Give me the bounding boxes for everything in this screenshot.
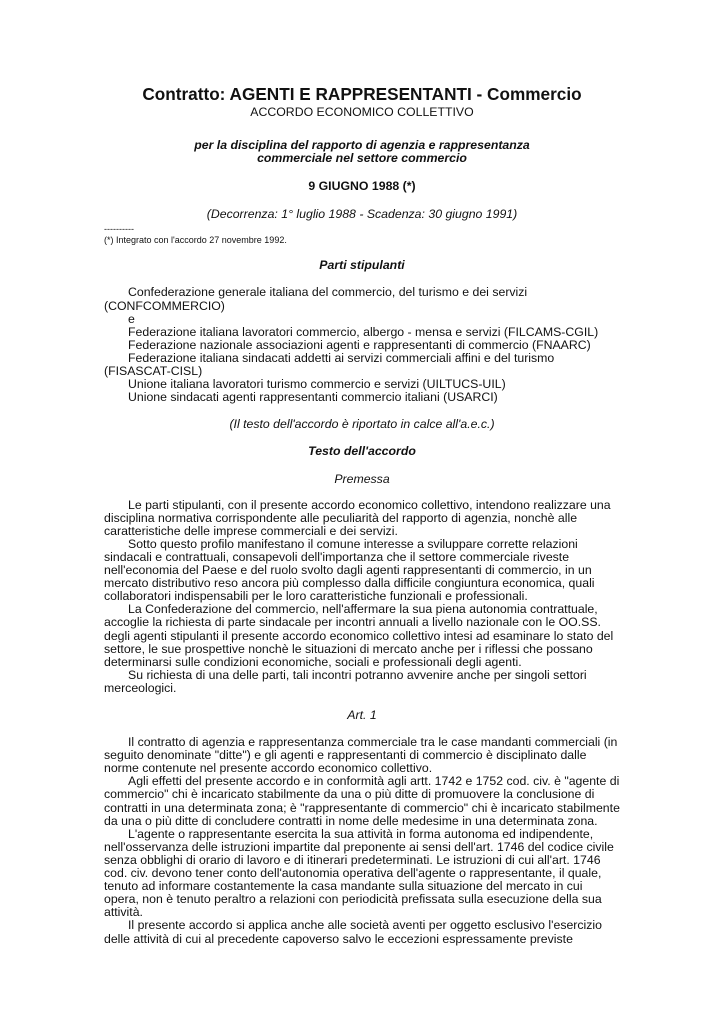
party-item: Federazione italiana lavoratori commercio, albergo - mensa e servizi (FILCAMS-CGIL) [128, 324, 599, 339]
article-1-section [104, 736, 620, 946]
premise-heading: Premessa [334, 471, 390, 486]
premise-section [104, 499, 620, 695]
agreement-heading: Testo dell'accordo [308, 444, 416, 459]
parties-note: (Il testo dell'accordo è riportato in calce all'a.e.c.) [229, 417, 495, 432]
party-item: Unione italiana lavoratori turismo commercio e servizi (UILTUCS-UIL) [128, 377, 506, 392]
party-item: e [128, 311, 135, 326]
agreement-date: 9 GIUGNO 1988 (*) [308, 179, 416, 194]
article-paragraph: Agli effetti del presente accordo e in conformità agli artt. 1742 e 1752 cod. civ. è "agente di commercio" chi è incaricato stabilmente da una o più ditte di promuovere la conclusione di contratti in una determinata zona; è "rappresentante di commercio" chi è incaricato stabilmente da una o più ditte di concludere contratti in nome delle medesime in una determinata zona. [104, 774, 620, 828]
article-paragraph: Il contratto di agenzia e rappresentanza commerciale tra le case mandanti commerciali (in seguito denominate "ditte") e gli agenti e rappresentanti di commercio è disciplinato dalle norme contenute nel presente accordo economico collettivo. [104, 735, 618, 776]
premise-paragraph: Su richiesta di una delle parti, tali incontri potranno avvenire anche per singoli settori merceologici. [104, 667, 587, 695]
document-page [104, 84, 620, 946]
document-subtitle: ACCORDO ECONOMICO COLLETTIVO [250, 105, 474, 119]
article-paragraph: L'agente o rappresentante esercita la sua attività in forma autonoma ed indipendente, nell'osservanza delle istruzioni impartite dal preponente ai sensi dell'art. 1746 del codice civile senza obblighi di orario di lavoro e di itinerari predeterminati. Le istruzioni di cui all'art. 1746 cod. civ. devono tener conto dell'autonomia operativa dell'agente o rappresentante, il quale, tenuto ad informare costantemente la casa mandante sulla situazione del mercato in cui opera, non è tenuto peraltro a relazioni con periodicità prefissata sulla esecuzione della sua attività. [104, 826, 614, 920]
footnote-rule: ---------- [104, 224, 134, 235]
premise-paragraph: Sotto questo profilo manifestano il comune interesse a sviluppare corrette relazioni sindacali e contrattuali, consapevoli dell'importanza che il settore commerciale riveste nell'economia del Paese e del ruolo svolto dagli agenti rappresentanti di commercio, in un mercato distributivo reso ancora più complesso dalla difficile congiuntura economica, quali collaboratori indispensabili per le loro caratteristiche funzionali e professionali. [104, 536, 595, 604]
purpose-line-2: commerciale nel settore commercio [257, 151, 467, 166]
premise-paragraph: La Confederazione del commercio, nell'affermare la sua piena autonomia contrattuale, accoglie la richiesta di parte sindacale per incontri annuali a livello nazionale con le OO.SS. degli agenti stipulanti il presente accordo economico collettivo intesi ad esaminare lo stato del settore, le sue prospettive nonchè le situazioni di mercato anche per i riflessi che possano determinarsi sulle condizioni economiche, sociali e professionali degli agenti. [104, 602, 614, 669]
article-1-heading: Art. 1 [347, 708, 377, 722]
validity-period: (Decorrenza: 1° luglio 1988 - Scadenza: 30 giugno 1991) [206, 207, 518, 222]
article-paragraph: Il presente accordo si applica anche alle società aventi per oggetto esclusivo l'esercizio delle attività di cui al precedente capoverso salvo le eccezioni espressamente previste [104, 918, 602, 946]
footnote-text: (*) Integrato con l'accordo 27 novembre 1992. [104, 234, 287, 245]
party-item: Unione sindacati agenti rappresentanti commercio italiani (USARCI) [128, 390, 498, 405]
purpose-line-1: per la disciplina del rapporto di agenzia e rappresentanza [194, 138, 530, 152]
party-item: Confederazione generale italiana del commercio, del turismo e dei servizi (CONFCOMMERCIO) [104, 285, 528, 313]
parties-heading: Parti stipulanti [319, 258, 405, 273]
party-item: Federazione italiana sindacati addetti ai servizi commerciali affini e del turismo (FISASCAT-CISL) [104, 350, 555, 379]
premise-paragraph: Le parti stipulanti, con il presente accordo economico collettivo, intendono realizzare una disciplina normativa corrispondente alle peculiarità del rapporto di agenzia, nonchè alle caratteristiche delle imprese commerciali e dei servizi. [104, 497, 611, 538]
parties-list [104, 286, 620, 404]
document-title: Contratto: AGENTI E RAPPRESENTANTI - Commercio [142, 84, 582, 104]
party-item: Federazione nazionale associazioni agenti e rappresentanti di commercio (FNAARC) [128, 337, 591, 352]
